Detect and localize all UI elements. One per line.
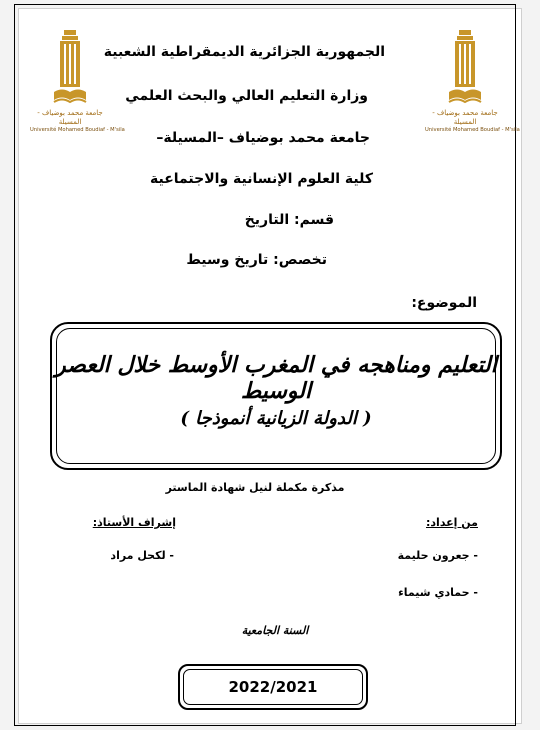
subject-label: الموضوع: bbox=[411, 295, 477, 311]
university-emblem-icon bbox=[53, 30, 87, 108]
faculty-name: كلية العلوم الإنسانية والاجتماعية bbox=[150, 171, 373, 187]
department-name: قسم: التاريخ bbox=[244, 212, 334, 228]
prepared-by-label: من إعداد: bbox=[426, 516, 478, 529]
academic-year-label: السنة الجامعية bbox=[241, 624, 309, 637]
supervisor-name: - لكحل مراد bbox=[110, 549, 174, 562]
republic-name: الجمهورية الجزائرية الديمقراطية الشعبية bbox=[103, 44, 385, 60]
thesis-subtitle: ( الدولة الزيانية أنموذجا ) bbox=[180, 408, 372, 429]
thesis-title: التعليم ومناهجه في المغرب الأوسط خلال العصر الوسيط bbox=[55, 352, 497, 404]
supervisor-label: إشراف الأستاذ: bbox=[92, 516, 176, 529]
university-name: جامعة محمد بوضياف –المسيلة– bbox=[156, 130, 370, 146]
thesis-title-box bbox=[50, 322, 502, 470]
memo-text: مذكرة مكملة لنيل شهادة الماستر bbox=[165, 481, 345, 494]
ministry-name: وزارة التعليم العالي والبحث العلمي bbox=[125, 88, 368, 104]
university-emblem-icon bbox=[448, 30, 482, 108]
student-name: - حمادي شيماء bbox=[398, 586, 478, 599]
academic-year-box bbox=[178, 664, 368, 710]
student-name: - جعرون حليمة bbox=[397, 549, 478, 562]
logo-name-fr: Université Mohamed Boudiaf - M'sila bbox=[425, 127, 520, 133]
university-logo-right bbox=[425, 30, 520, 134]
logo-name-ar: جامعة محمد بوضياف - المسيلة bbox=[37, 109, 103, 126]
university-logo-left bbox=[30, 30, 125, 134]
academic-year: 2022/2021 bbox=[183, 669, 363, 705]
logo-name-ar: جامعة محمد بوضياف - المسيلة bbox=[432, 109, 498, 126]
logo-name-fr: Université Mohamed Boudiaf - M'sila bbox=[30, 127, 125, 133]
specialty-name: تخصص: تاريخ وسيط bbox=[186, 252, 327, 268]
